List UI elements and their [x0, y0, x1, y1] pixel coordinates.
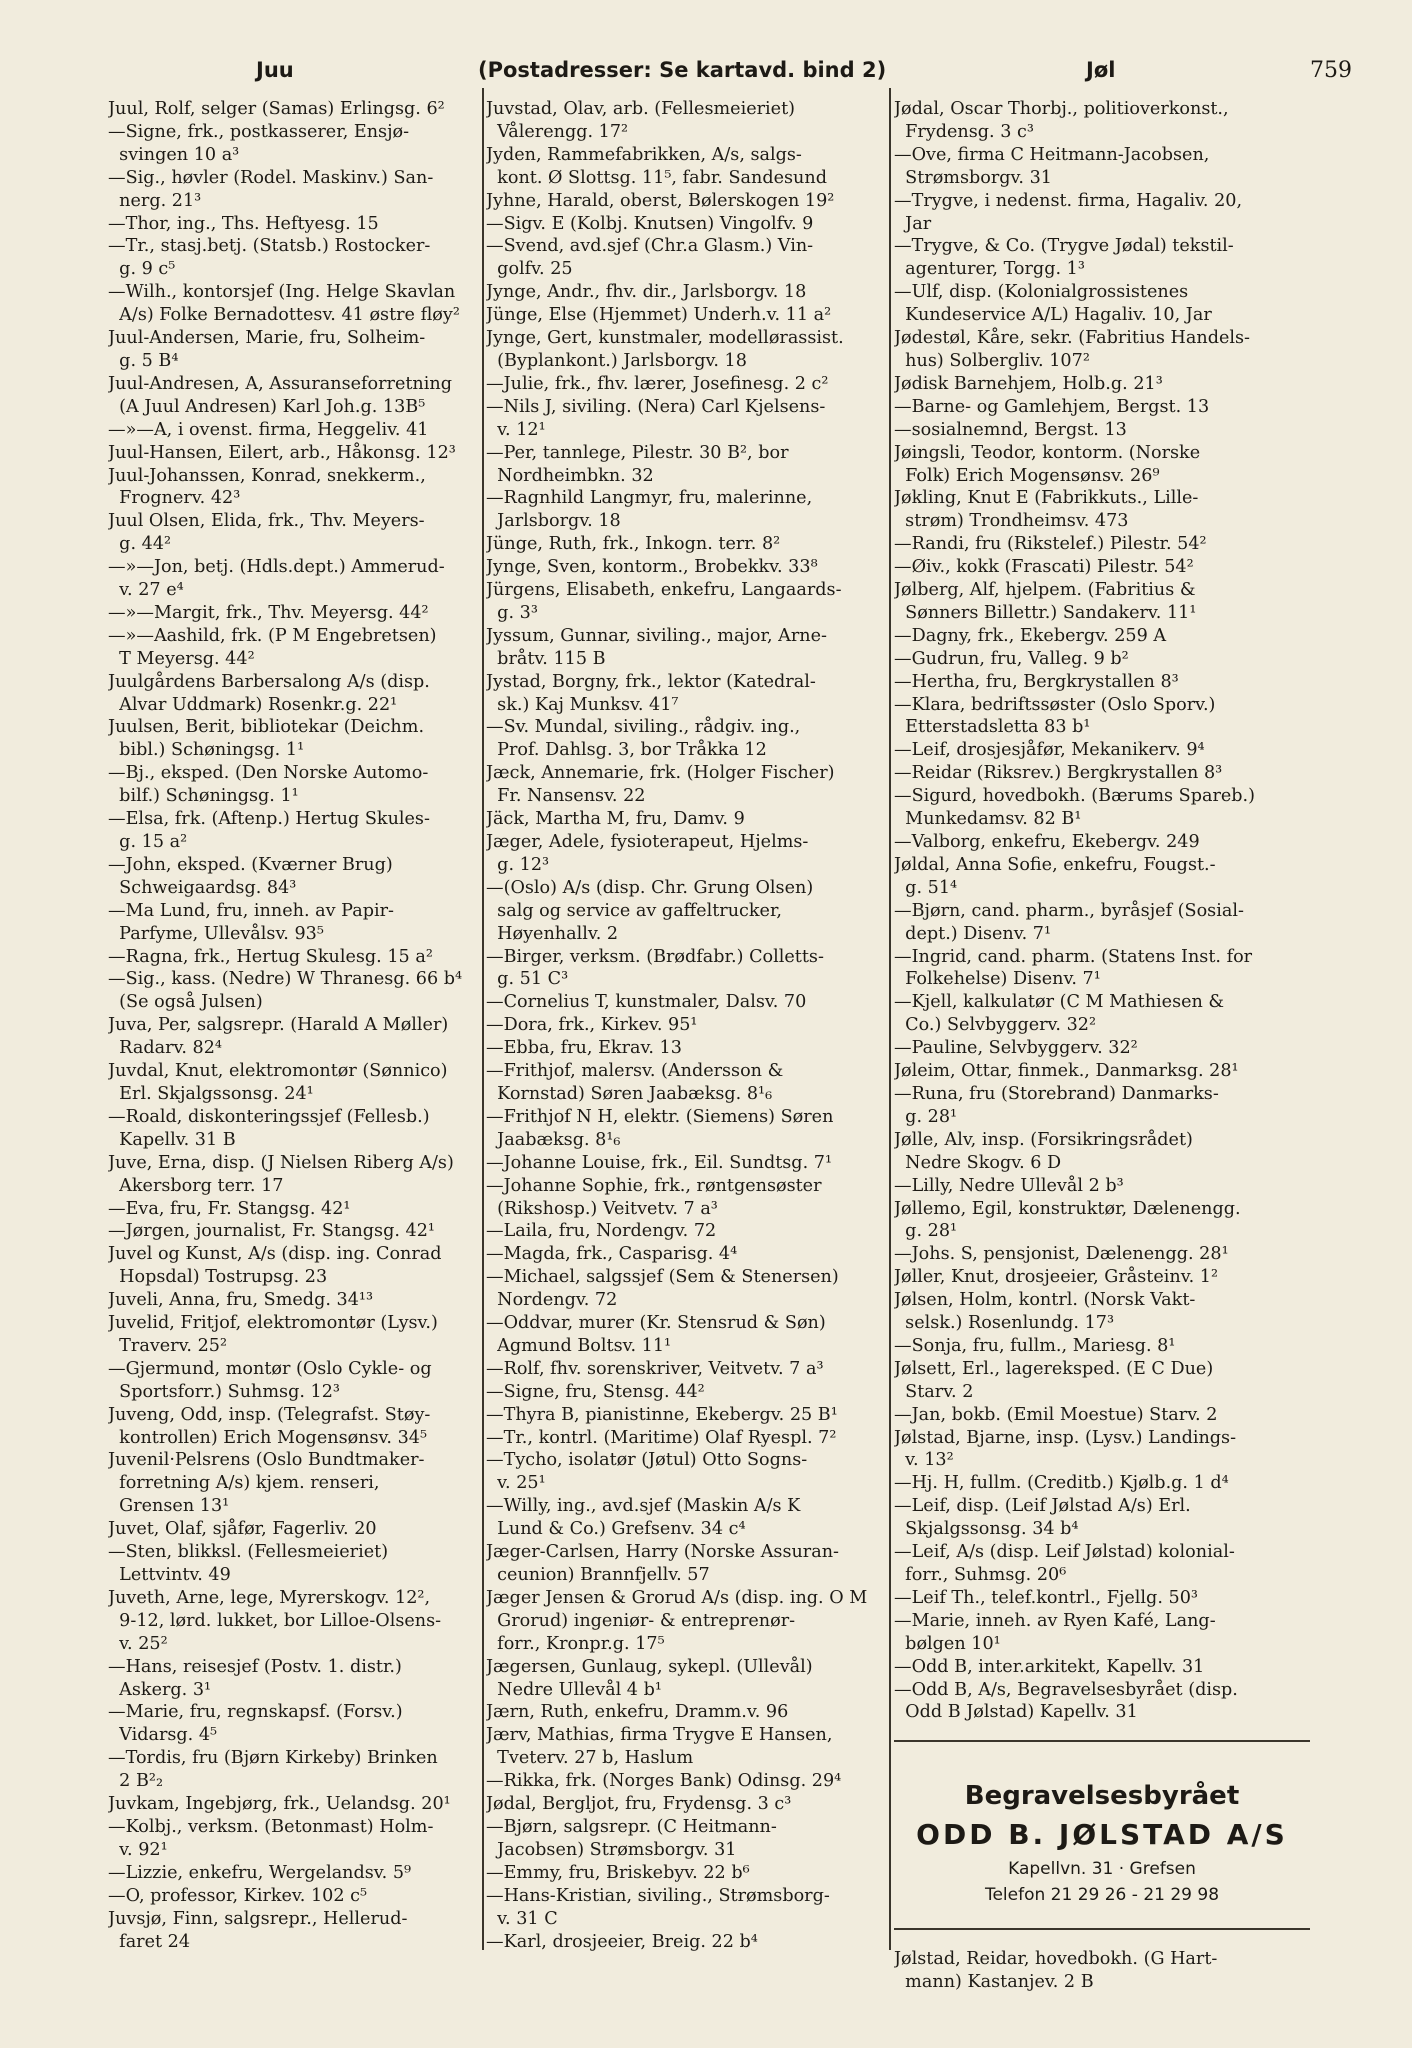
directory-entry: —Sigurd, hovedbokh. (Bærums Spareb.): [894, 786, 1256, 807]
directory-entry: Nedre Skogv. 6 D: [894, 1152, 1062, 1173]
directory-entry: Juvelid, Fritjof, elektromontør (Lysv.): [108, 1313, 438, 1334]
directory-entry: Nordengv. 72: [486, 1290, 618, 1311]
column-3-after-ad: [894, 1948, 1310, 1994]
directory-entry: —Signe, fru, Stensg. 44²: [486, 1381, 705, 1402]
directory-entry: —Sigv. E (Kolbj. Knutsen) Vingolfv. 9: [486, 213, 814, 234]
directory-entry: —Magda, frk., Casparisg. 4⁴: [486, 1244, 738, 1265]
directory-entry: —Leif, drosjesjåfør, Mekanikerv. 9⁴: [894, 740, 1205, 761]
directory-entry: Sportsforr.) Suhmsg. 12³: [108, 1381, 340, 1402]
directory-entry: —Sv. Mundal, siviling., rådgiv. ing.,: [486, 717, 801, 738]
directory-entry: —O, professor, Kirkev. 102 c⁵: [108, 1885, 368, 1906]
directory-entry: v. 13²: [894, 1450, 954, 1471]
directory-entry: (A Juul Andresen) Karl Joh.g. 13B⁵: [108, 396, 426, 417]
directory-entry: Jøingsli, Teodor, kontorm. (Norske: [894, 442, 1201, 463]
directory-entry: —Leif, disp. (Leif Jølstad A/s) Erl.: [894, 1496, 1191, 1517]
directory-entry: bibl.) Schøningsg. 1¹: [108, 740, 305, 761]
directory-entry: Sønners Billettr.) Sandakerv. 11¹: [894, 602, 1197, 623]
directory-entry: —Cornelius T, kunstmaler, Dalsv. 70: [486, 992, 807, 1013]
directory-entry: bølgen 10¹: [894, 1633, 1001, 1654]
directory-entry: —sosialnemnd, Bergst. 13: [894, 419, 1127, 440]
directory-entry: (Byplankont.) Jarlsborgv. 18: [486, 350, 747, 371]
directory-entry: A/s) Folke Bernadottesv. 41 østre fløy²: [108, 305, 460, 326]
directory-entry: bilf.) Schøningsg. 1¹: [108, 786, 299, 807]
directory-entry: bråtv. 115 B: [486, 648, 606, 669]
directory-entry: Folk) Erich Mogensønsv. 26⁹: [894, 465, 1160, 486]
directory-entry: ceunion) Brannfjellv. 57: [486, 1565, 710, 1585]
directory-entry: Jølsen, Holm, kontrl. (Norsk Vakt-: [894, 1290, 1196, 1311]
directory-entry: Juvstad, Olav, arb. (Fellesmeieriet): [486, 99, 796, 119]
directory-entry: Jølstad, Reidar, hovedbokh. (G Hart-: [894, 1949, 1218, 1970]
directory-entry: Jæger, Adele, fysioterapeut, Hjelms-: [486, 832, 809, 852]
directory-entry: g. 51 C³: [486, 969, 569, 990]
directory-entry: —Dagny, frk., Ekebergv. 259 A: [894, 625, 1167, 646]
directory-entry: —Bjørn, cand. pharm., byråsjef (Sosial-: [894, 900, 1244, 921]
directory-entry: —Bj., eksped. (Den Norske Automo-: [108, 763, 429, 784]
directory-entry: g. 9 c⁵: [108, 259, 176, 280]
directory-entry: Kundeservice A/L) Hagaliv. 10, Jar: [894, 305, 1212, 326]
directory-entry: Jæck, Annemarie, frk. (Holger Fischer): [486, 763, 835, 784]
directory-entry: Jødisk Barnehjem, Holb.g. 21³: [894, 373, 1163, 394]
directory-entry: —John, eksped. (Kværner Brug): [108, 854, 393, 875]
directory-entry: Grorud) ingeniør- & entreprenør-: [486, 1610, 796, 1631]
directory-entry: golfv. 25: [486, 259, 573, 280]
directory-entry: Jynge, Sven, kontorm., Brobekkv. 33⁸: [486, 557, 818, 578]
directory-entry: Alvar Uddmark) Rosenkr.g. 22¹: [108, 694, 398, 715]
directory-entry: g. 3³: [486, 602, 538, 623]
directory-entry: —»—A, i ovenst. firma, Heggeliv. 41: [108, 419, 429, 440]
directory-entry: (Se også Julsen): [108, 992, 263, 1013]
directory-entry: Vidarsg. 4⁵: [108, 1725, 218, 1746]
directory-entry: —Øiv., kokk (Frascati) Pilestr. 54²: [894, 557, 1194, 578]
directory-entry: Munkedamsv. 82 B¹: [894, 809, 1082, 830]
directory-entry: nerg. 21³: [108, 190, 202, 211]
directory-entry: —Valborg, enkefru, Ekebergv. 249: [894, 832, 1200, 852]
directory-entry: Jølsett, Erl., lagereksped. (E C Due): [894, 1358, 1214, 1379]
directory-entry: —Rikka, frk. (Norges Bank) Odinsg. 29⁴: [486, 1771, 842, 1792]
directory-entry: Jøller, Knut, drosjeeier, Gråsteinv. 1²: [894, 1267, 1219, 1288]
column-divider: [482, 88, 484, 1950]
directory-entry: —Lilly, Nedre Ullevål 2 b³: [894, 1175, 1124, 1196]
directory-entry: Grensen 13¹: [108, 1496, 230, 1517]
directory-entry: —Lizzie, enkefru, Wergelandsv. 5⁹: [108, 1862, 412, 1883]
directory-entry: —Marie, inneh. av Ryen Kafé, Lang-: [894, 1610, 1216, 1631]
directory-entry: Jyden, Rammefabrikken, A/s, salgs-: [486, 144, 802, 165]
ad-title: Begravelsesbyrået: [964, 1781, 1240, 1812]
directory-entry: —Leif, A/s (disp. Leif Jølstad) kolonial-: [894, 1542, 1235, 1563]
ad-divider-top: [894, 1740, 1310, 1742]
directory-entry: —Marie, fru, regnskapsf. (Forsv.): [108, 1702, 403, 1723]
directory-entry: Agmund Boltsv. 11¹: [486, 1335, 672, 1356]
directory-entry: —Svend, avd.sjef (Chr.a Glasm.) Vin-: [486, 236, 814, 257]
directory-entry: Co.) Selvbyggerv. 32²: [894, 1015, 1097, 1036]
directory-entry: kontrollen) Erich Mogensønsv. 34⁵: [108, 1427, 428, 1448]
directory-entry: Tveterv. 27 b, Haslum: [486, 1748, 694, 1769]
directory-entry: Odd B Jølstad) Kapellv. 31: [894, 1702, 1138, 1723]
column-3: [894, 98, 1310, 1994]
directory-entry: selsk.) Rosenlundg. 17³: [894, 1313, 1115, 1334]
directory-entry: Etterstadsletta 83 b¹: [894, 717, 1091, 738]
directory-entry: Jaabæksg. 8¹₆: [486, 1129, 621, 1150]
directory-entry: salg og service av gaffeltrucker,: [486, 900, 783, 921]
directory-entry: Juul, Rolf, selger (Samas) Erlingsg. 6²: [108, 99, 445, 119]
directory-entry: Erl. Skjalgssonsg. 24¹: [108, 1083, 314, 1104]
directory-entry: g. 5 B⁴: [108, 350, 179, 371]
directory-entry: Jürgens, Elisabeth, enkefru, Langaards-: [486, 580, 842, 601]
directory-entry: Lettvintv. 49: [108, 1565, 231, 1585]
directory-entry: —Laila, fru, Nordengv. 72: [486, 1221, 717, 1242]
directory-entry: Juveng, Odd, insp. (Telegrafst. Støy-: [108, 1404, 431, 1425]
directory-entry: —Ma Lund, fru, inneh. av Papir-: [108, 900, 394, 921]
directory-entry: Jæger-Carlsen, Harry (Norske Assuran-: [486, 1542, 839, 1563]
directory-entry: Jærn, Ruth, enkefru, Dramm.v. 96: [486, 1702, 789, 1723]
directory-entry: —Julie, frk., fhv. lærer, Josefinesg. 2 c²: [486, 373, 829, 394]
directory-entry: Lund & Co.) Grefsenv. 34 c⁴: [486, 1519, 746, 1540]
directory-entry: —Hans-Kristian, siviling., Strømsborg-: [486, 1885, 830, 1906]
directory-entry: hus) Solbergliv. 107²: [894, 350, 1090, 371]
directory-entry: Jødal, Oscar Thorbj., politioverkonst.,: [894, 99, 1229, 119]
directory-entry: —Thyra B, pianistinne, Ekebergv. 25 B¹: [486, 1404, 838, 1425]
directory-entry: mann) Kastanjev. 2 B: [894, 1972, 1094, 1993]
directory-entry: —Kolbj., verksm. (Betonmast) Holm-: [108, 1816, 434, 1837]
directory-entry: kont. Ø Slottsg. 11⁵, fabr. Sandesund: [486, 167, 827, 188]
directory-entry: —Runa, fru (Storebrand) Danmarks-: [894, 1083, 1219, 1104]
directory-entry: Jünge, Ruth, frk., Inkogn. terr. 8²: [486, 534, 781, 555]
ad-phone: Telefon 21 29 26 - 21 29 98: [984, 1885, 1220, 1906]
directory-entry: —Gjermund, montør (Oslo Cykle- og: [108, 1358, 432, 1379]
directory-entry: Jacobsen) Strømsborgv. 31: [486, 1839, 737, 1860]
directory-entry: —Ragna, frk., Hertug Skulesg. 15 a²: [108, 946, 433, 967]
directory-entry: Starv. 2: [894, 1381, 974, 1402]
directory-entry: —Johanne Sophie, frk., røntgensøster: [486, 1175, 822, 1196]
directory-entry: Akersborg terr. 17: [108, 1175, 284, 1196]
directory-entry: —Michael, salgssjef (Sem & Stenersen): [486, 1267, 839, 1288]
directory-entry: Hopsdal) Tostrupsg. 23: [108, 1267, 328, 1288]
directory-entry: Juul-Johanssen, Konrad, snekkerm.,: [108, 465, 426, 486]
directory-entry: —Willy, ing., avd.sjef (Maskin A/s K: [486, 1496, 801, 1517]
directory-entry: Kapellv. 31 B: [108, 1129, 236, 1150]
directory-entry: v. 12¹: [486, 419, 546, 440]
directory-entry: Skjalgssonsg. 34 b⁴: [894, 1519, 1079, 1540]
directory-entry: —Jan, bokb. (Emil Moestue) Starv. 2: [894, 1404, 1218, 1425]
directory-entry: Juul-Andersen, Marie, fru, Solheim-: [108, 328, 426, 349]
column-2: [486, 98, 886, 1953]
directory-entry: Juvkam, Ingebjørg, frk., Uelandsg. 20¹: [108, 1794, 451, 1815]
directory-entry: Jølberg, Alf, hjelpem. (Fabritius &: [894, 580, 1196, 601]
directory-entry: Jæger Jensen & Grorud A/s (disp. ing. O M: [486, 1587, 868, 1608]
directory-entry: —Leif Th., telef.kontrl., Fjellg. 50³: [894, 1587, 1198, 1608]
header-left-keyword: Juu: [256, 58, 294, 82]
directory-entry: —Elsa, frk. (Aftenp.) Hertug Skules-: [108, 809, 430, 830]
directory-entry: —»—Aashild, frk. (P M Engebretsen): [108, 625, 437, 646]
directory-entry: Jynge, Gert, kunstmaler, modellørassist.: [486, 328, 844, 349]
directory-entry: —Frithjof N H, elektr. (Siemens) Søren: [486, 1106, 834, 1127]
directory-entry: —Eva, fru, Fr. Stangsg. 42¹: [108, 1198, 351, 1219]
directory-entry: —Klara, bedriftssøster (Oslo Sporv.): [894, 694, 1216, 715]
directory-entry: v. 25¹: [486, 1473, 546, 1494]
directory-entry: —Odd B, inter.arkitekt, Kapellv. 31: [894, 1656, 1205, 1677]
directory-entry: Jødal, Bergljot, fru, Frydensg. 3 c³: [486, 1794, 792, 1815]
directory-entry: —Johs. S, pensjonist, Dælenengg. 28¹: [894, 1244, 1229, 1265]
directory-entry: Jynge, Andr., fhv. dir., Jarlsborgv. 18: [486, 282, 807, 303]
directory-entry: —Frithjof, malersv. (Andersson &: [486, 1061, 784, 1082]
directory-entry: (Rikshosp.) Veitvetv. 7 a³: [486, 1198, 718, 1219]
directory-entry: —Thor, ing., Ths. Heftyesg. 15: [108, 213, 379, 234]
directory-entry: Jølstad, Bjarne, insp. (Lysv.) Landings-: [894, 1427, 1237, 1448]
directory-entry: —Per, tannlege, Pilestr. 30 B², bor: [486, 442, 789, 463]
directory-entry: svingen 10 a³: [108, 144, 240, 165]
directory-entry: —Johanne Louise, frk., Eil. Sundtsg. 7¹: [486, 1152, 832, 1173]
directory-entry: —Randi, fru (Rikstelef.) Pilestr. 54²: [894, 534, 1207, 555]
directory-entry: —Gudrun, fru, Valleg. 9 b²: [894, 648, 1129, 669]
directory-entry: Høyenhallv. 2: [486, 923, 619, 944]
directory-entry: v. 25²: [108, 1633, 168, 1654]
directory-entry: —Tordis, fru (Bjørn Kirkeby) Brinken: [108, 1748, 438, 1769]
directory-entry: dept.) Disenv. 7¹: [894, 923, 1052, 944]
directory-entry: Nordheimbkn. 32: [486, 465, 654, 486]
directory-entry: v. 31 C: [486, 1908, 558, 1929]
directory-entry: g. 44²: [108, 534, 172, 555]
directory-entry: Jyhne, Harald, oberst, Bølerskogen 19²: [486, 190, 835, 211]
directory-entry: —Sten, blikksl. (Fellesmeieriet): [108, 1542, 389, 1563]
directory-entry: —Sonja, fru, fullm., Mariesg. 8¹: [894, 1335, 1176, 1356]
directory-entry: Kornstad) Søren Jaabæksg. 8¹₆: [486, 1083, 773, 1104]
directory-entry: Jærv, Mathias, firma Trygve E Hansen,: [486, 1725, 833, 1746]
directory-entry: Schweigaardsg. 84³: [108, 877, 297, 898]
directory-entry: —Pauline, Selvbyggerv. 32²: [894, 1038, 1138, 1059]
directory-entry: —Tr., stasj.betj. (Statsb.) Rostocker-: [108, 236, 431, 257]
directory-entry: Jøleim, Ottar, finmek., Danmarksg. 28¹: [894, 1061, 1239, 1082]
directory-entry: g. 15 a²: [108, 832, 188, 852]
directory-entry: —Tr., kontrl. (Maritime) Olaf Ryespl. 7²: [486, 1427, 837, 1448]
directory-entry: Prof. Dahlsg. 3, bor Tråkka 12: [486, 740, 767, 761]
directory-entry: Juva, Per, salgsrepr. (Harald A Møller): [108, 1015, 449, 1036]
directory-entry: —Ingrid, cand. pharm. (Statens Inst. for: [894, 946, 1253, 967]
directory-entry: —Sig., høvler (Rodel. Maskinv.) San-: [108, 167, 434, 188]
directory-entry: T Meyersg. 44²: [108, 648, 255, 669]
directory-entry: —Trygve, & Co. (Trygve Jødal) tekstil-: [894, 236, 1234, 257]
directory-entry: —Rolf, fhv. sorenskriver, Veitvetv. 7 a³: [486, 1358, 824, 1379]
directory-entry: agenturer, Torgg. 1³: [894, 259, 1085, 280]
column-3-entries: [894, 98, 1310, 1724]
directory-entry: —Oddvar, murer (Kr. Stensrud & Søn): [486, 1313, 826, 1334]
directory-entry: Askerg. 3¹: [108, 1679, 212, 1700]
directory-entry: forr., Suhmsg. 20⁶: [894, 1565, 1067, 1585]
directory-entry: Parfyme, Ullevålsv. 93⁵: [108, 923, 324, 944]
ad-company-name: ODD B. JØLSTAD A/S: [916, 1818, 1288, 1852]
ad-divider-bottom: [894, 1928, 1310, 1930]
directory-entry: 9-12, lørd. lukket, bor Lilloe-Olsens-: [108, 1610, 442, 1631]
directory-entry: —Birger, verksm. (Brødfabr.) Colletts-: [486, 946, 824, 967]
directory-entry: —Reidar (Riksrev.) Bergkrystallen 8³: [894, 763, 1223, 784]
directory-entry: Juul-Hansen, Eilert, arb., Håkonsg. 12³: [108, 442, 456, 463]
directory-entry: faret 24: [108, 1931, 191, 1952]
directory-entry: Juveli, Anna, fru, Smedg. 34¹³: [108, 1290, 374, 1311]
header-right-keyword: Jøl: [1086, 58, 1116, 82]
directory-entry: —Trygve, i nedenst. firma, Hagaliv. 20,: [894, 190, 1243, 211]
directory-entry: —Hj. H, fullm. (Creditb.) Kjølb.g. 1 d⁴: [894, 1473, 1229, 1494]
directory-entry: Jægersen, Gunlaug, sykepl. (Ullevål): [486, 1656, 813, 1677]
advertisement: [894, 1778, 1310, 1908]
directory-entry: Juulgårdens Barbersalong A/s (disp.: [108, 671, 430, 692]
directory-entry: Jølle, Alv, insp. (Forsikringsrådet): [894, 1129, 1193, 1150]
directory-entry: Juveth, Arne, lege, Myrerskogv. 12²,: [108, 1587, 431, 1608]
column-1: [108, 98, 480, 1953]
directory-entry: —Barne- og Gamlehjem, Bergst. 13: [894, 396, 1210, 417]
directory-entry: —Wilh., kontorsjef (Ing. Helge Skavlan: [108, 282, 456, 303]
directory-entry: —Roald, diskonteringssjef (Fellesb.): [108, 1106, 430, 1127]
directory-entry: —Tycho, isolatør (Jøtul) Otto Sogns-: [486, 1450, 808, 1471]
directory-entry: Jünge, Else (Hjemmet) Underh.v. 11 a²: [486, 305, 832, 326]
directory-entry: Fr. Nansensv. 22: [486, 786, 646, 807]
directory-entry: —Odd B, A/s, Begravelsesbyrået (disp.: [894, 1679, 1238, 1700]
directory-entry: Folkehelse) Disenv. 7¹: [894, 969, 1101, 990]
directory-entry: Traverv. 25²: [108, 1335, 228, 1356]
directory-entry: —»—Margit, frk., Thv. Meyersg. 44²: [108, 602, 429, 623]
directory-entry: g. 28¹: [894, 1221, 958, 1242]
directory-entry: —Ulf, disp. (Kolonialgrossistenes: [894, 282, 1189, 303]
directory-entry: Strømsborgv. 31: [894, 167, 1052, 188]
directory-entry: Juvet, Olaf, sjåfør, Fagerliv. 20: [108, 1519, 377, 1540]
directory-entry: —Hans, reisesjef (Postv. 1. distr.): [108, 1656, 402, 1677]
page-number: 759: [1310, 58, 1352, 83]
directory-entry: forretning A/s) kjem. renseri,: [108, 1473, 380, 1494]
directory-entry: —Jørgen, journalist, Fr. Stangsg. 42¹: [108, 1221, 435, 1242]
directory-entry: Radarv. 82⁴: [108, 1038, 222, 1059]
directory-entry: Vålerengg. 17²: [486, 121, 629, 142]
directory-entry: —Sig., kass. (Nedre) W Thranesg. 66 b⁴: [108, 969, 463, 990]
directory-entry: sk.) Kaj Munksv. 41⁷: [486, 694, 679, 715]
header-center-note: (Postadresser: Se kartavd. bind 2): [478, 58, 887, 82]
directory-entry: Jøldal, Anna Sofie, enkefru, Fougst.-: [894, 854, 1216, 875]
directory-entry: Jystad, Borgny, frk., lektor (Katedral-: [486, 671, 816, 692]
directory-entry: Juvdal, Knut, elektromontør (Sønnico): [108, 1061, 448, 1082]
directory-entry: Jøkling, Knut E (Fabrikkuts., Lille-: [894, 488, 1199, 509]
directory-entry: g. 51⁴: [894, 877, 958, 898]
directory-entry: —Nils J, siviling. (Nera) Carl Kjelsens-: [486, 396, 826, 417]
directory-entry: Juvenil·Pelsrens (Oslo Bundtmaker-: [108, 1450, 425, 1471]
directory-entry: Jäck, Martha M, fru, Damv. 9: [486, 809, 745, 830]
directory-entry: Nedre Ullevål 4 b¹: [486, 1679, 662, 1700]
directory-entry: —Ebba, fru, Ekrav. 13: [486, 1038, 682, 1059]
directory-entry: forr., Kronpr.g. 17⁵: [486, 1633, 665, 1654]
directory-entry: Jar: [894, 213, 932, 234]
ad-address: Kapellvn. 31 · Grefsen: [1008, 1859, 1196, 1880]
directory-entry: Juulsen, Berit, bibliotekar (Deichm.: [108, 717, 425, 738]
directory-entry: strøm) Trondheimsv. 473: [894, 511, 1129, 532]
directory-entry: —Emmy, fru, Briskebyv. 22 b⁶: [486, 1862, 750, 1883]
directory-entry: Juvel og Kunst, A/s (disp. ing. Conrad: [108, 1244, 442, 1265]
directory-entry: —Hertha, fru, Bergkrystallen 8³: [894, 671, 1179, 692]
directory-entry: Juvsjø, Finn, salgsrepr., Hellerud-: [108, 1908, 408, 1929]
directory-entry: Jøllemo, Egil, konstruktør, Dælenengg.: [894, 1198, 1241, 1219]
directory-entry: —Dora, frk., Kirkev. 95¹: [486, 1015, 698, 1036]
directory-entry: —Ove, firma C Heitmann-Jacobsen,: [894, 144, 1210, 165]
directory-entry: —Signe, frk., postkasserer, Ensjø-: [108, 121, 410, 142]
directory-entry: v. 27 e⁴: [108, 580, 184, 601]
directory-entry: —»—Jon, betj. (Hdls.dept.) Ammerud-: [108, 557, 445, 578]
directory-entry: —(Oslo) A/s (disp. Chr. Grung Olsen): [486, 877, 814, 898]
directory-entry: —Kjell, kalkulatør (C M Mathiesen &: [894, 992, 1225, 1013]
directory-entry: v. 92¹: [108, 1839, 168, 1860]
directory-entry: Juul-Andresen, A, Assuranseforretning: [108, 373, 452, 394]
directory-entry: 2 B²₂: [108, 1771, 164, 1792]
directory-entry: Juul Olsen, Elida, frk., Thv. Meyers-: [108, 511, 425, 532]
directory-entry: g. 12³: [486, 854, 550, 875]
directory-entry: Juve, Erna, disp. (J Nielsen Riberg A/s): [108, 1152, 454, 1173]
directory-entry: —Bjørn, salgsrepr. (C Heitmann-: [486, 1816, 777, 1837]
directory-entry: Frydensg. 3 c³: [894, 121, 1034, 142]
directory-entry: Jyssum, Gunnar, siviling., major, Arne-: [486, 625, 827, 646]
page-header: [108, 58, 1352, 98]
directory-entry: Jarlsborgv. 18: [486, 511, 621, 532]
directory-entry: Frognerv. 42³: [108, 488, 241, 509]
column-divider: [889, 88, 891, 1950]
directory-entry: —Karl, drosjeeier, Breig. 22 b⁴: [486, 1931, 758, 1952]
directory-entry: —Ragnhild Langmyr, fru, malerinne,: [486, 488, 813, 509]
directory-entry: Jødestøl, Kåre, sekr. (Fabritius Handels-: [894, 328, 1250, 349]
directory-entry: g. 28¹: [894, 1106, 958, 1127]
